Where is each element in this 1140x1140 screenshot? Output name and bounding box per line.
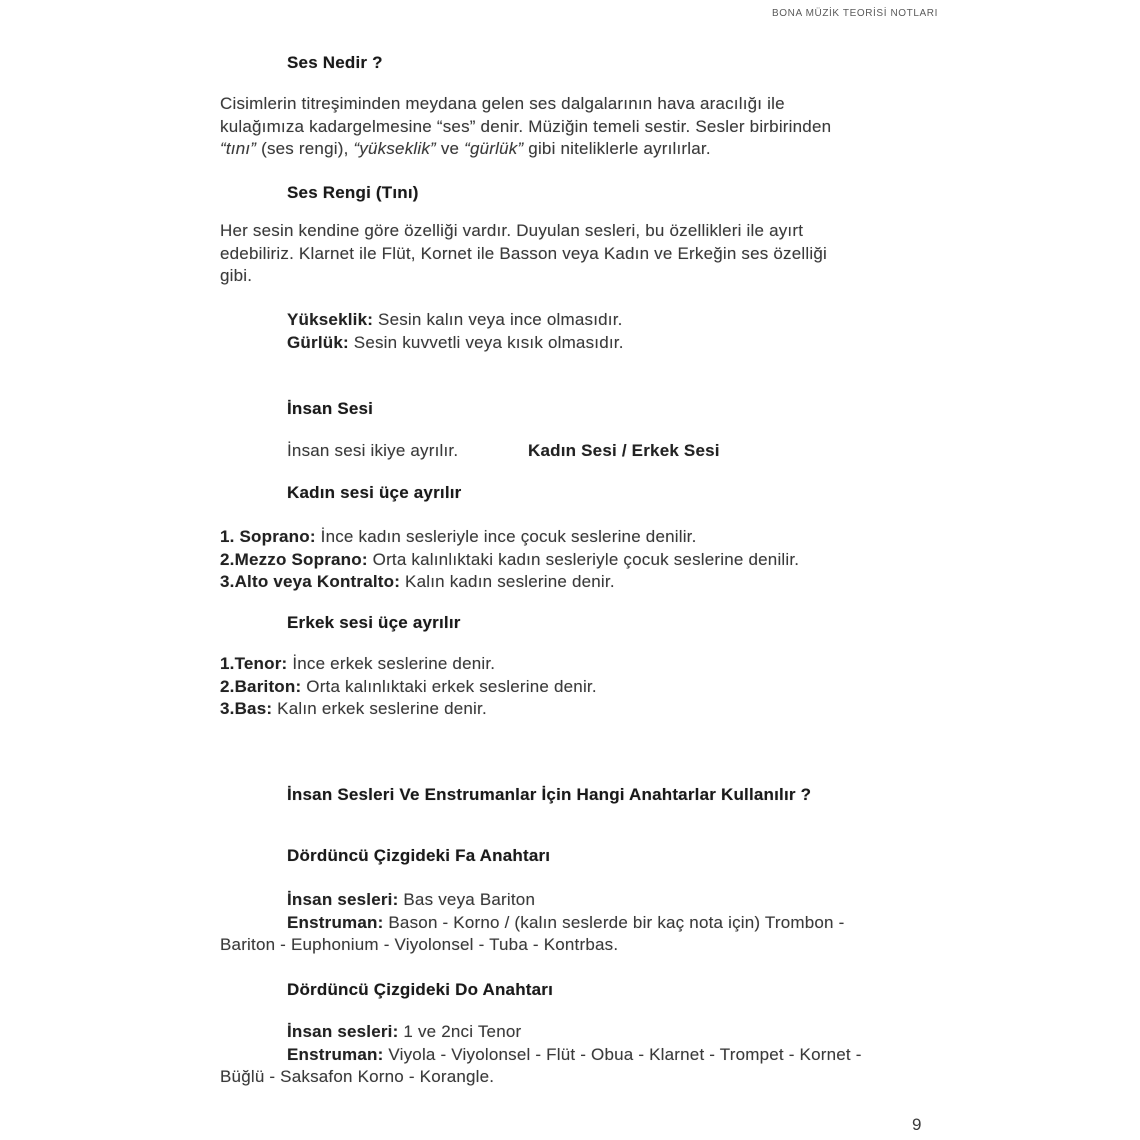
do-anahtari-block: [287, 1021, 862, 1066]
list-item: [220, 698, 597, 721]
paragraph-line: Cisimlerin titreşiminden meydana gelen ses dalgalarının hava aracılığı ile: [220, 94, 785, 113]
field-label: İnsan sesleri:: [287, 890, 399, 909]
paragraph-line: gibi.: [220, 266, 253, 285]
heading-ses-rengi: Ses Rengi (Tını): [287, 183, 419, 202]
heading-insan-sesi: İnsan Sesi: [287, 399, 374, 418]
list-item: [220, 571, 799, 594]
definition-gurluk: [287, 332, 624, 355]
definition-list: [287, 309, 624, 354]
do-enstruman: [287, 1044, 862, 1067]
insan-sesi-intro: İnsan sesi ikiye ayrılır.: [287, 441, 459, 460]
list-item-label: 2.Bariton:: [220, 676, 302, 696]
heading-anahtarlar: İnsan Sesleri Ve Enstrumanlar İçin Hangi Anahtarlar Kullanılır ?: [287, 785, 812, 804]
heading-fa-anahtari: Dördüncü Çizgideki Fa Anahtarı: [287, 846, 551, 865]
italic-term-tini: “tını”: [220, 139, 257, 158]
definition-yukseklik: [287, 309, 624, 332]
do-enstruman-continuation: Büğlü - Saksafon Korno - Korangle.: [220, 1067, 495, 1086]
list-item-text: Orta kalınlıktaki erkek seslerine denir.: [301, 676, 597, 696]
field-text: Viyola - Viyolonsel - Flüt - Obua - Klarnet - Trompet - Kornet -: [383, 1044, 862, 1064]
list-item: [220, 676, 597, 699]
list-item-label: 1. Soprano:: [220, 527, 316, 546]
field-text: Bas veya Bariton: [398, 890, 536, 909]
heading-kadin-sesi: Kadın sesi üçe ayrılır: [287, 483, 462, 502]
list-item-label: 3.Bas:: [220, 699, 273, 718]
field-label: Enstruman:: [287, 912, 384, 932]
italic-term-yukseklik: “yükseklik”: [353, 139, 436, 158]
list-item-text: İnce kadın sesleriyle ince çocuk seslerine denilir.: [315, 527, 697, 546]
paragraph-line: Her sesin kendine göre özelliği vardır. Duyulan sesleri, bu özellikleri ile ayırt: [220, 221, 804, 240]
list-item-label: 3.Alto veya Kontralto:: [220, 572, 401, 591]
paragraph-ses-nedir: [220, 93, 831, 161]
list-item-label: 1.Tenor:: [220, 654, 288, 673]
list-item: [220, 526, 799, 549]
paragraph-text: ve: [435, 139, 465, 158]
do-insan-sesleri: [287, 1021, 862, 1044]
fa-anahtari-block: [287, 889, 844, 934]
heading-ses-nedir: Ses Nedir ?: [287, 53, 383, 72]
fa-insan-sesleri: [287, 889, 844, 912]
fa-enstruman-continuation: Bariton - Euphonium - Viyolonsel - Tuba - Kontrbas.: [220, 935, 619, 954]
list-item-text: İnce erkek seslerine denir.: [287, 654, 496, 673]
definition-label: Yükseklik:: [287, 310, 374, 329]
definition-text: Sesin kalın veya ince olmasıdır.: [373, 310, 623, 329]
list-item-text: Kalın erkek seslerine denir.: [272, 699, 487, 718]
paragraph-text: gibi niteliklerle ayrılırlar.: [523, 139, 711, 158]
erkek-sesi-list: [220, 653, 597, 721]
running-header: BONA MÜZİK TEORİSİ NOTLARI: [772, 8, 938, 19]
paragraph-text: (ses rengi),: [256, 139, 354, 158]
kadin-sesi-list: [220, 526, 799, 594]
definition-label: Gürlük:: [287, 332, 349, 352]
italic-term-gurluk: “gürlük”: [464, 139, 524, 158]
paragraph-line: edebiliriz. Klarnet ile Flüt, Kornet ile Basson veya Kadın ve Erkeğin ses özelliği: [220, 243, 827, 263]
paragraph-line: [220, 138, 831, 161]
list-item-text: Kalın kadın seslerine denir.: [400, 572, 615, 591]
list-item-text: Orta kalınlıktaki kadın sesleriyle çocuk seslerine denilir.: [367, 549, 800, 569]
list-item: [220, 549, 799, 572]
paragraph-line: kulağımıza kadargelmesine “ses” denir. Müziğin temeli sestir. Sesler birbirinden: [220, 116, 832, 136]
list-item: [220, 653, 597, 676]
heading-erkek-sesi: Erkek sesi üçe ayrılır: [287, 613, 461, 632]
field-text: 1 ve 2nci Tenor: [398, 1022, 522, 1041]
field-text: Bason - Korno / (kalın seslerde bir kaç nota için) Trombon -: [383, 912, 845, 932]
list-item-label: 2.Mezzo Soprano:: [220, 549, 368, 569]
page-number: 9: [912, 1115, 922, 1134]
insan-sesi-types: Kadın Sesi / Erkek Sesi: [528, 441, 720, 460]
definition-text: Sesin kuvvetli veya kısık olmasıdır.: [348, 332, 624, 352]
field-label: Enstruman:: [287, 1044, 384, 1064]
field-label: İnsan sesleri:: [287, 1022, 399, 1041]
fa-enstruman: [287, 912, 844, 935]
heading-do-anahtari: Dördüncü Çizgideki Do Anahtarı: [287, 980, 554, 999]
paragraph-ses-rengi: [220, 220, 827, 288]
